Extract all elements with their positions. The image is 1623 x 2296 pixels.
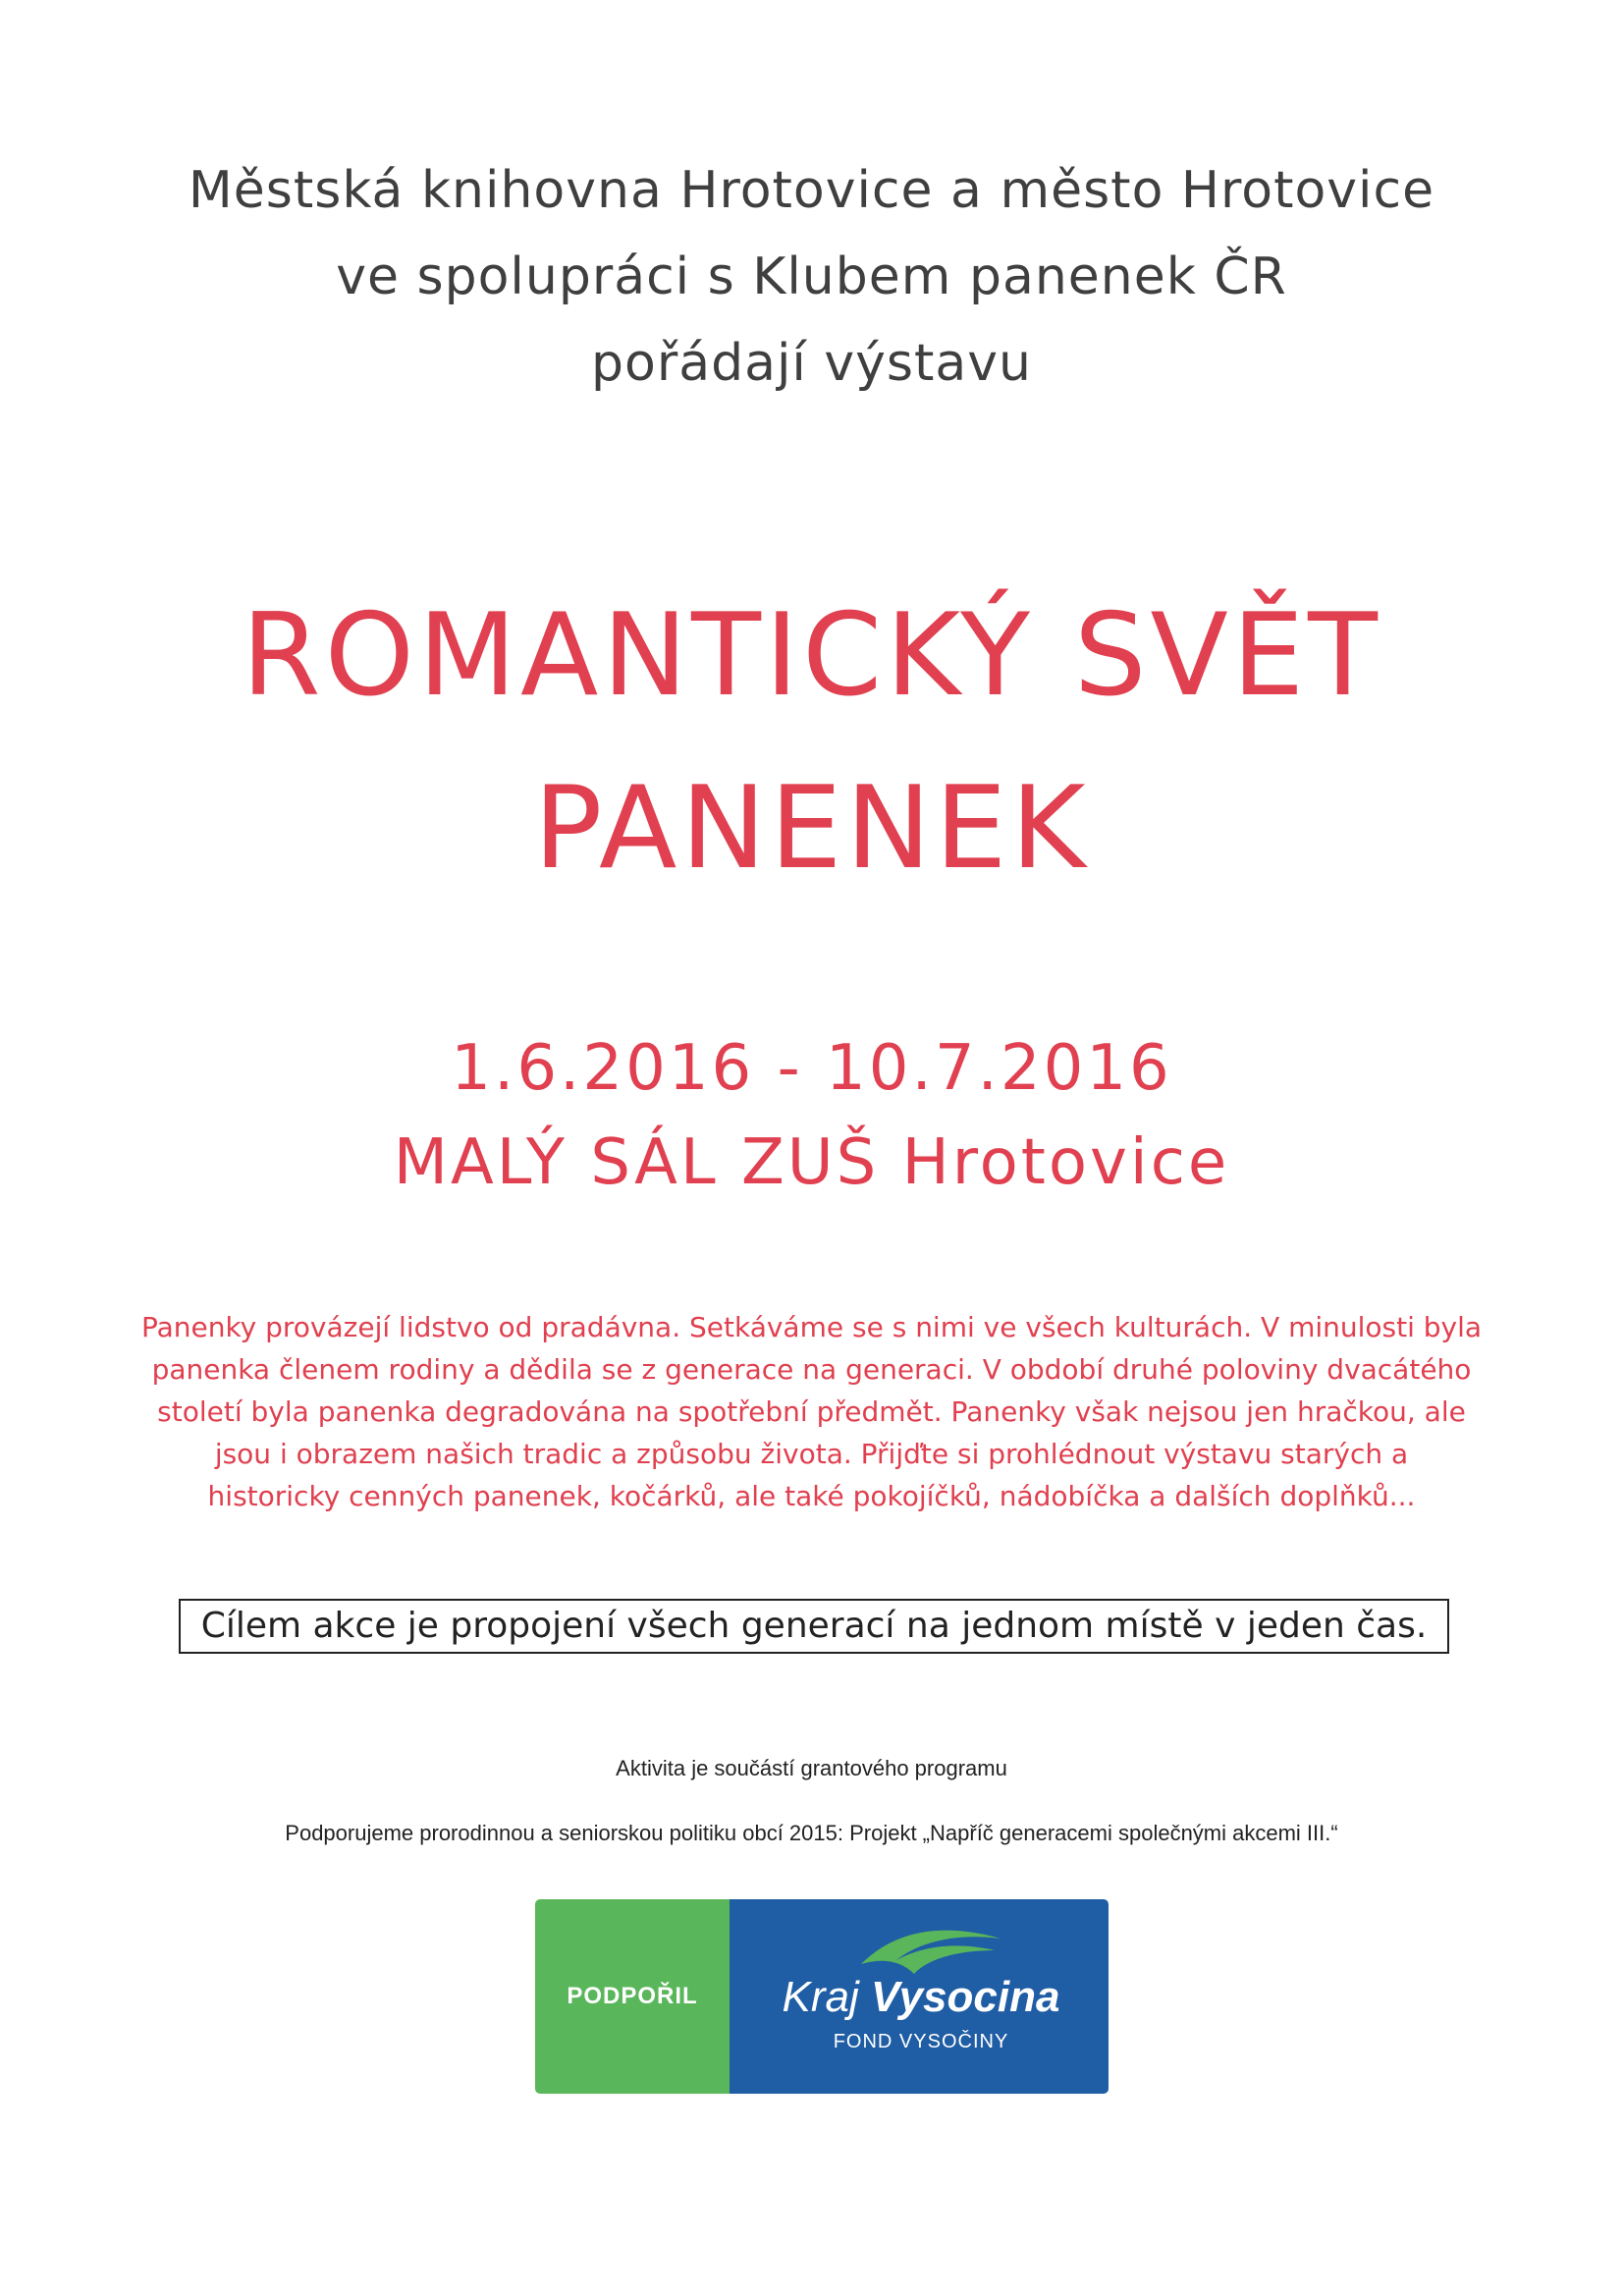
exhibition-title	[0, 570, 1623, 915]
sponsor-logo	[535, 1899, 1109, 2094]
event-info	[0, 1021, 1623, 1210]
description-line-5: historicky cenných panenek, kočárků, ale také pokojíčků, nádobíčka a dalších doplňků...	[207, 1480, 1416, 1512]
grant-program: Podporujeme prorodinnou a seniorskou politiku obcí 2015: Projekt „Napříč generacemi společnými akcemi III.“	[285, 1821, 1338, 1845]
description-line-1: Panenky provázejí lidstvo od pradávna. Setkáváme se s nimi ve všech kulturách. V minulosti byla	[140, 1311, 1483, 1343]
description-line-2: panenka členem rodiny a dědila se z generace na generaci. V období druhé poloviny dvacátého	[151, 1353, 1472, 1386]
logo-name-kraj: Kraj	[782, 1973, 859, 2021]
wing-swoosh-icon	[857, 1921, 1004, 1976]
description-line-4: jsou i obrazem našich tradic a způsobu života. Přijďte si prohlédnout výstavu starých a	[214, 1438, 1409, 1470]
event-dates: 1.6.2016 - 10.7.2016	[451, 1032, 1172, 1105]
header-line-3: pořádají výstavu	[591, 334, 1032, 393]
header-line-2: ve spolupráci s Klubem panenek ČR	[336, 247, 1287, 306]
logo-brand-panel	[730, 1899, 1109, 2094]
event-venue: MALÝ SÁL ZUŠ Hrotovice	[393, 1126, 1230, 1199]
title-line-2: PANENEK	[533, 762, 1090, 895]
goal-statement: Cílem akce je propojení všech generací na jednom místě v jeden čas.	[179, 1599, 1449, 1654]
logo-name-vysocina: Vysocina	[871, 1973, 1060, 2021]
organizer-header	[0, 147, 1623, 407]
logo-fund: FOND VYSOČINY	[833, 2031, 1009, 2052]
description-line-3: století byla panenka degradována na spotřební předmět. Panenky však nejsou jen hračkou, ale	[157, 1395, 1466, 1428]
title-line-1: ROMANTICKÝ SVĚT	[242, 589, 1381, 722]
grant-note: Aktivita je součástí grantového programu	[616, 1756, 1007, 1780]
logo-supported-label: PODPOŘIL	[535, 1899, 730, 2094]
description	[98, 1306, 1525, 1517]
header-line-1: Městská knihovna Hrotovice a město Hrotovice	[188, 161, 1435, 220]
logo-name	[759, 1970, 1083, 2025]
